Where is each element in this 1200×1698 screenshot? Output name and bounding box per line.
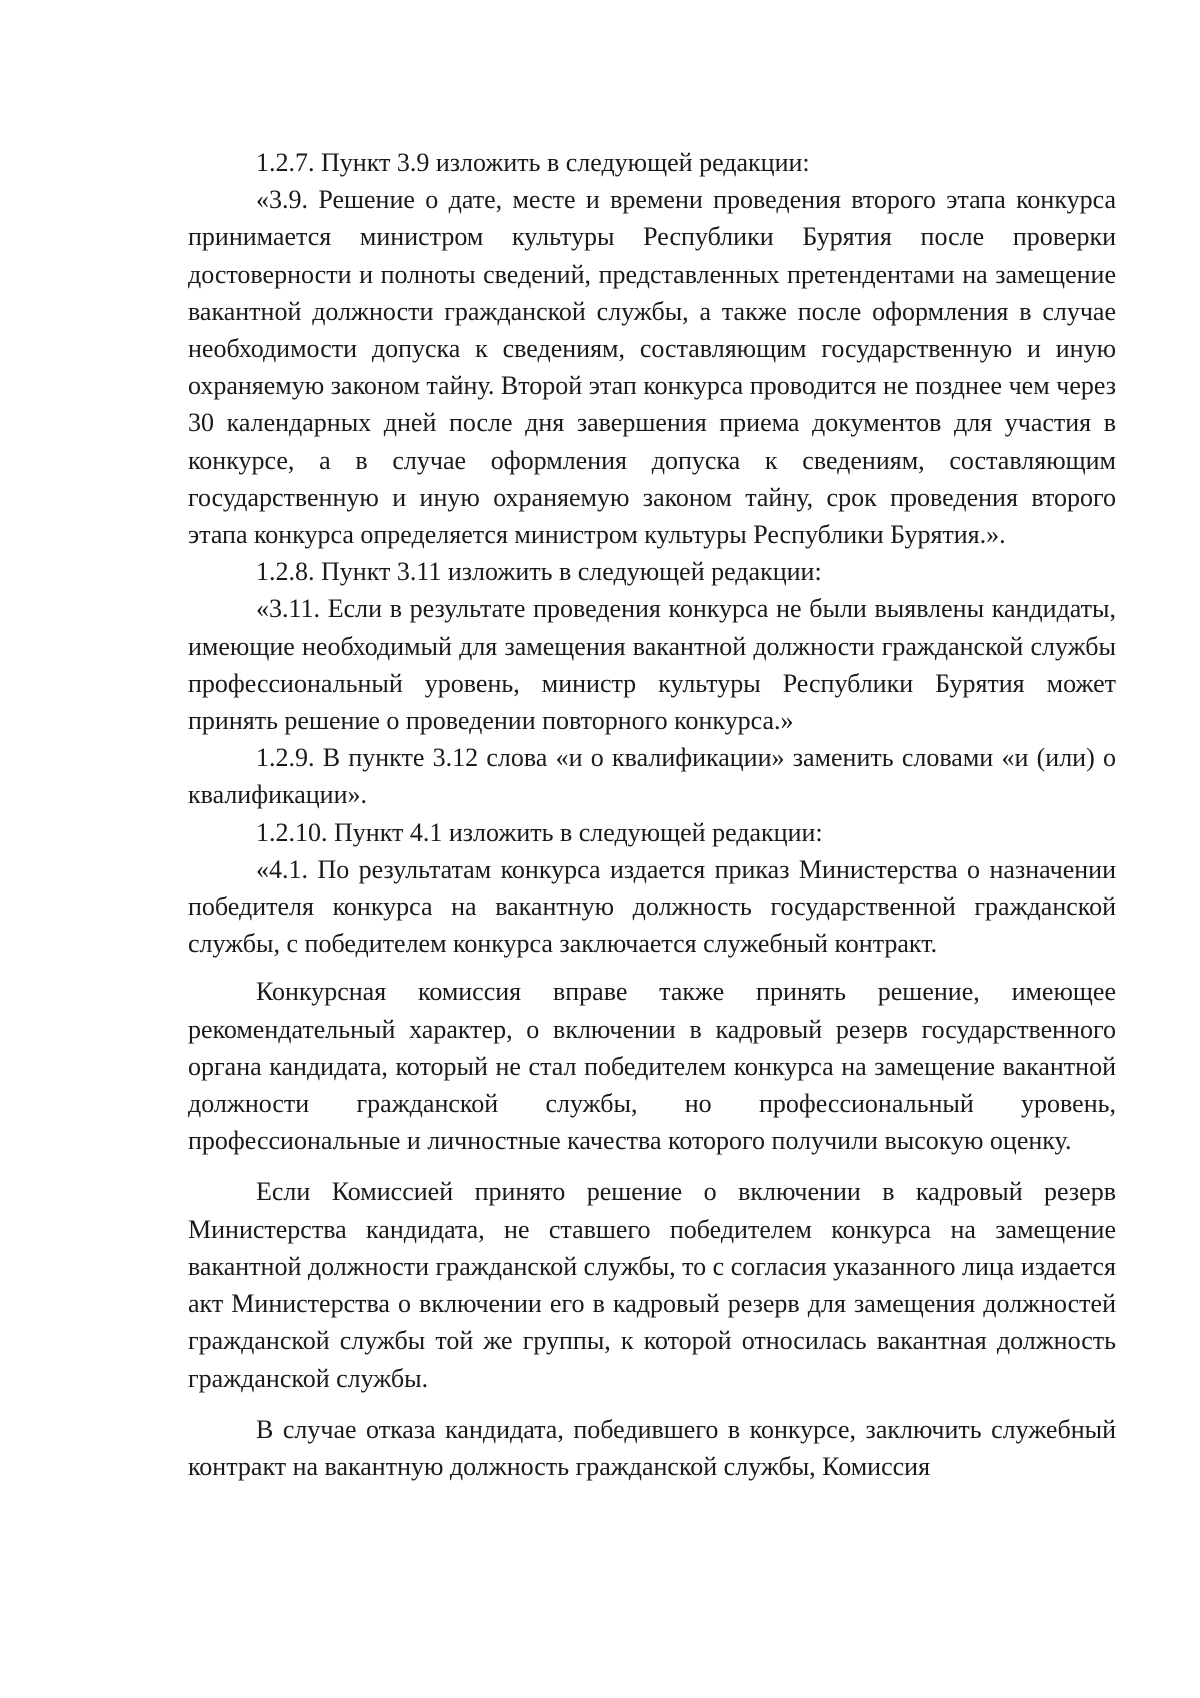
paragraph-reserve-act: Если Комиссией принято решение о включении в кадровый резерв Министерства кандидата, не ставшего победителем конкурса на замещение вакантной должности гражданской службы, то с согласия указанного лица издается акт Министерства о включении его в кадровый резерв для замещения должностей гражданской службы той же группы, к которой относилась вакантная должность гражданской службы. — [188, 1177, 1117, 1393]
paragraph-4-1-text: «4.1. По результатам конкурса издается приказ Министерства о назначении победителя конкурса на вакантную должность государственной гражданской службы, с победителем конкурса заключается служебный контракт. — [188, 854, 1116, 959]
paragraph-3-11-text: «3.11. Если в результате проведения конкурса не были выявлены кандидаты, имеющие необходимый для замещения вакантной должности гражданской службы профессиональный уровень, министр культуры Республики Бурятия может принять решение о проведении повторного конкурса.» — [188, 594, 1116, 736]
paragraph-3-9-text: «3.9. Решение о дате, месте и времени проведения второго этапа конкурса принимается министром культуры Республики Бурятия после проверки достоверности и полноты сведений, представленных претендентами на замещение вакантной должности гражданской службы, а также после оформления в случае необходимости допуска к сведениям, составляющим государственную и иную охраняемую законом тайну. Второй этап конкурса проводится не позднее чем через 30 календарных дней после дня завершения приема документов для участия в конкурсе, а в случае оформления допуска к сведениям, составляющим государственную и иную охраняемую законом тайну, срок проведения второго этапа конкурса определяется министром культуры Республики Бурятия.». — [188, 185, 1116, 550]
paragraph-1-2-7: 1.2.7. Пункт 3.9 изложить в следующей редакции: — [256, 148, 810, 177]
paragraph-1-2-9: 1.2.9. В пункте 3.12 слова «и о квалификации» заменить словами «и (или) о квалификации». — [188, 743, 1116, 810]
paragraph-1-2-10: 1.2.10. Пункт 4.1 изложить в следующей редакции: — [256, 817, 823, 847]
paragraph-commission-reserve: Конкурсная комиссия вправе также принять решение, имеющее рекомендательный характер, о включении в кадровый резерв государственного органа кандидата, который не стал победителем конкурса на замещение вакантной должности гражданской службы, но профессиональный уровень, профессиональные и личностные качества которого получили высокую оценку. — [188, 977, 1116, 1156]
paragraph-1-2-8: 1.2.8. Пункт 3.11 изложить в следующей редакции: — [256, 557, 822, 587]
document-body — [188, 144, 1116, 1485]
paragraph-refusal: В случае отказа кандидата, победившего в конкурсе, заключить служебный контракт на вакантную должность гражданской службы, Комиссия — [188, 1414, 1116, 1481]
